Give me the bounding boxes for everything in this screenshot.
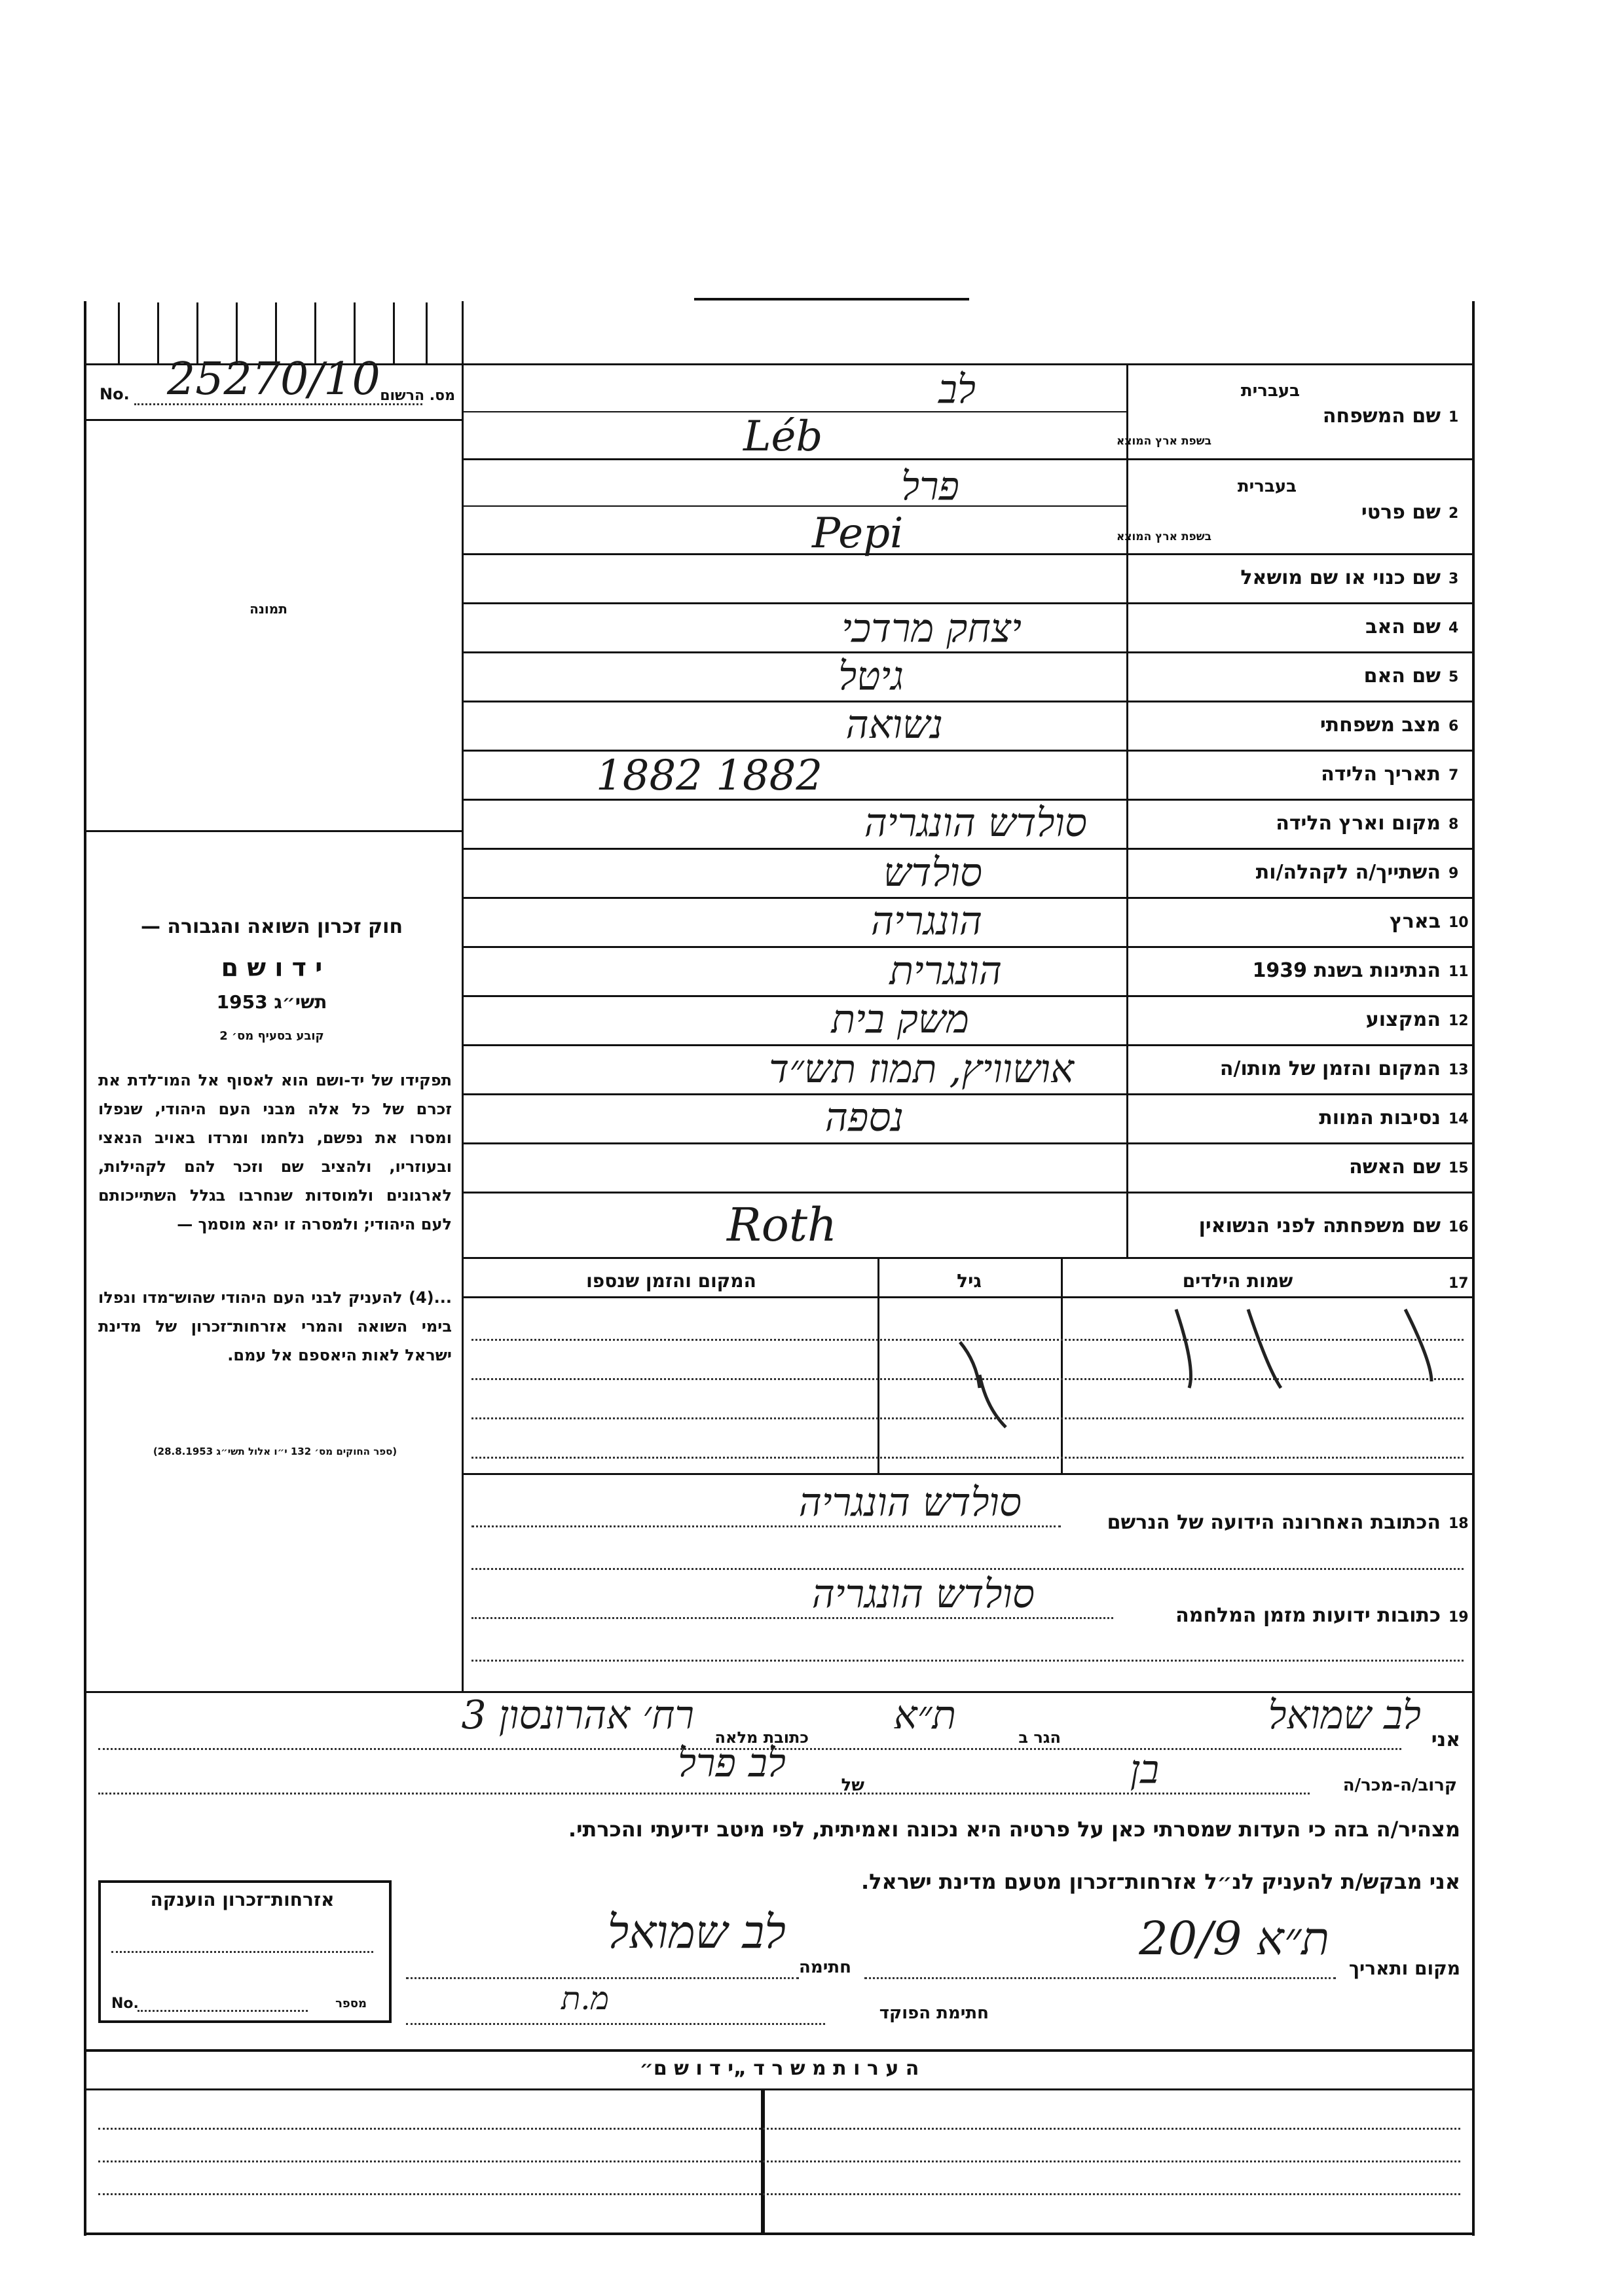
death-circumstances: נספה (824, 1095, 904, 1140)
marital-status: נשואה (845, 702, 943, 748)
wartime-address: סולדש הונגריה (811, 1571, 1035, 1617)
occupation: משק בית (831, 996, 969, 1042)
declarant-ani: אני (1431, 1728, 1460, 1751)
law-title: חוק זכרון השואה והגבורה — (140, 915, 403, 938)
field-nationality-1939-label: הנתינות בשנת 1939 (1252, 959, 1441, 982)
declarant-name: לב שמואל (1268, 1692, 1421, 1738)
children-age-header: גיל (957, 1270, 982, 1292)
nationality-1939: הונגרית (889, 948, 1002, 994)
field-birth-date-label: תאריך הלידה (1321, 763, 1441, 786)
label-column-divider (1126, 363, 1128, 1257)
field-family-name-label: שם המשפחה (1322, 405, 1441, 428)
field-country-label: בארץ (1389, 910, 1441, 933)
photo-box-bottom (84, 830, 462, 832)
field-maiden-name-label: שם משפחתה לפני הנשואין (1198, 1214, 1441, 1237)
last-address: סולדש הונגריה (798, 1480, 1022, 1525)
award-box-title: אזרחות־זכרון הוענקה (150, 1889, 335, 1910)
declaration-statement: מצהיר/ה בזה כי העדות שמסרתי כאן על פרטיה היא נכונה ואמיתית, לפי מיטב ידיעתי והכרתי. (568, 1817, 1460, 1842)
relation: בן (1130, 1747, 1159, 1793)
children-strike-marks (462, 1296, 1474, 1473)
field-father-name-label: שם האב (1365, 615, 1441, 638)
law-yad-vashem: י ד ו ש ם (221, 953, 323, 982)
form-frame-left (84, 301, 86, 2236)
declarant-signature: לב שמואל (607, 1905, 786, 1959)
no-label: No. (100, 385, 130, 403)
community: סולדש (883, 850, 982, 896)
first-name-hebrew: פרל (901, 464, 959, 509)
law-source: (ספר החוקים מס׳ 132 י״ו אלול תשי״ג 28.8.1953) (153, 1446, 397, 1457)
field-marital-status-label: מצב משפחתי (1320, 714, 1441, 737)
father-name: יצחק מרדכי (841, 606, 1022, 651)
mother-name: גיטל (838, 653, 904, 699)
field-alias-label: שם כנוי או שם מושאל (1240, 566, 1441, 589)
law-text-purpose: תפקידו של יד-ושם הוא לאסוף אל המו־לדת את זכרם של כל אלה מבני העם היהודי, שנפלו ומסרו את נפשם, נלחמו ומרדו באויב הנאצי ובעוזריו, ולהציב שם וזכר להם לקהילות, לארגונים ולמוסדות שנחרבו בגלל השתייכותם לעם היהודי; ולמסרה זו יהא מוסמך — (98, 1071, 452, 1233)
birth-place: סולדש הונגריה (864, 800, 1087, 846)
field-death-circumstances-label: נסיבות המוות (1319, 1106, 1441, 1129)
wartime-addresses-label: כתובות ידועות מזמן המלחמה (1175, 1604, 1441, 1627)
last-address-label: הכתובת האחרונה הידועה של הנרשם (1107, 1511, 1441, 1534)
registration-number-label: מס. הרשום (380, 388, 455, 404)
death-place-time: אושוויץ, תמוז תש״ד (769, 1046, 1074, 1092)
field-first-name-label: שם פרטי (1361, 501, 1441, 524)
declarant-address: רח׳ אהרונסון 3 (461, 1692, 694, 1738)
registration-number: 25270/10 (167, 354, 380, 405)
birth-date: 1882 1882 (596, 752, 823, 800)
form-frame-bottom (84, 2232, 1475, 2235)
form-frame-right (1472, 301, 1475, 2236)
field-birth-place-label: מקום וארץ הלידה (1276, 812, 1441, 835)
officer-signature: מ.ת (561, 1980, 609, 2017)
photo-label: תמונה (249, 601, 287, 617)
children-place-header: המקום והזמן שנספו (586, 1270, 756, 1292)
relation-of-name: לב פרל (677, 1740, 786, 1786)
children-names-header: שמות הילדים (1182, 1270, 1293, 1292)
first-name-origin: Pepi (812, 509, 904, 558)
declarant-city: ת״א (893, 1692, 956, 1738)
maiden-name: Roth (727, 1198, 838, 1252)
request-statement: אני מבקש/ת להעניק לנ״ל אזרחות־זכרון מטעם מדינת ישראל. (861, 1869, 1460, 1894)
law-text-clause-4: ...(4) להעניק לבני העם היהודי שהוש־מדו ונפלו בימי השואה והמרי אזרחות־זכרון של מדינת ישראל לאות היאספם אל עמם. (98, 1288, 452, 1364)
field-wife-name-label: שם האשה (1349, 1156, 1441, 1178)
family-name-origin: Léb (743, 412, 823, 461)
remarks-title: ה ע ר ו ת מ ש ר ד „י ד ו ש ם״ (639, 2057, 919, 2080)
field-death-place-time-label: המקום והזמן של מותו/ה (1219, 1057, 1441, 1080)
family-name-hebrew: לב (938, 367, 976, 412)
form-top-stub (694, 298, 969, 301)
place-date: ת״א 20/9 (1139, 1912, 1329, 1965)
country: הונגריה (870, 898, 982, 944)
field-mother-name-label: שם האם (1363, 665, 1441, 687)
law-year: תשי״ג 1953 (216, 991, 327, 1013)
field-occupation-label: המקצוע (1365, 1008, 1441, 1031)
law-clause: קובע בסעיף מס׳ 2 (219, 1029, 324, 1043)
field-community-label: השתייך/ה לקהלה/ות (1255, 861, 1441, 884)
